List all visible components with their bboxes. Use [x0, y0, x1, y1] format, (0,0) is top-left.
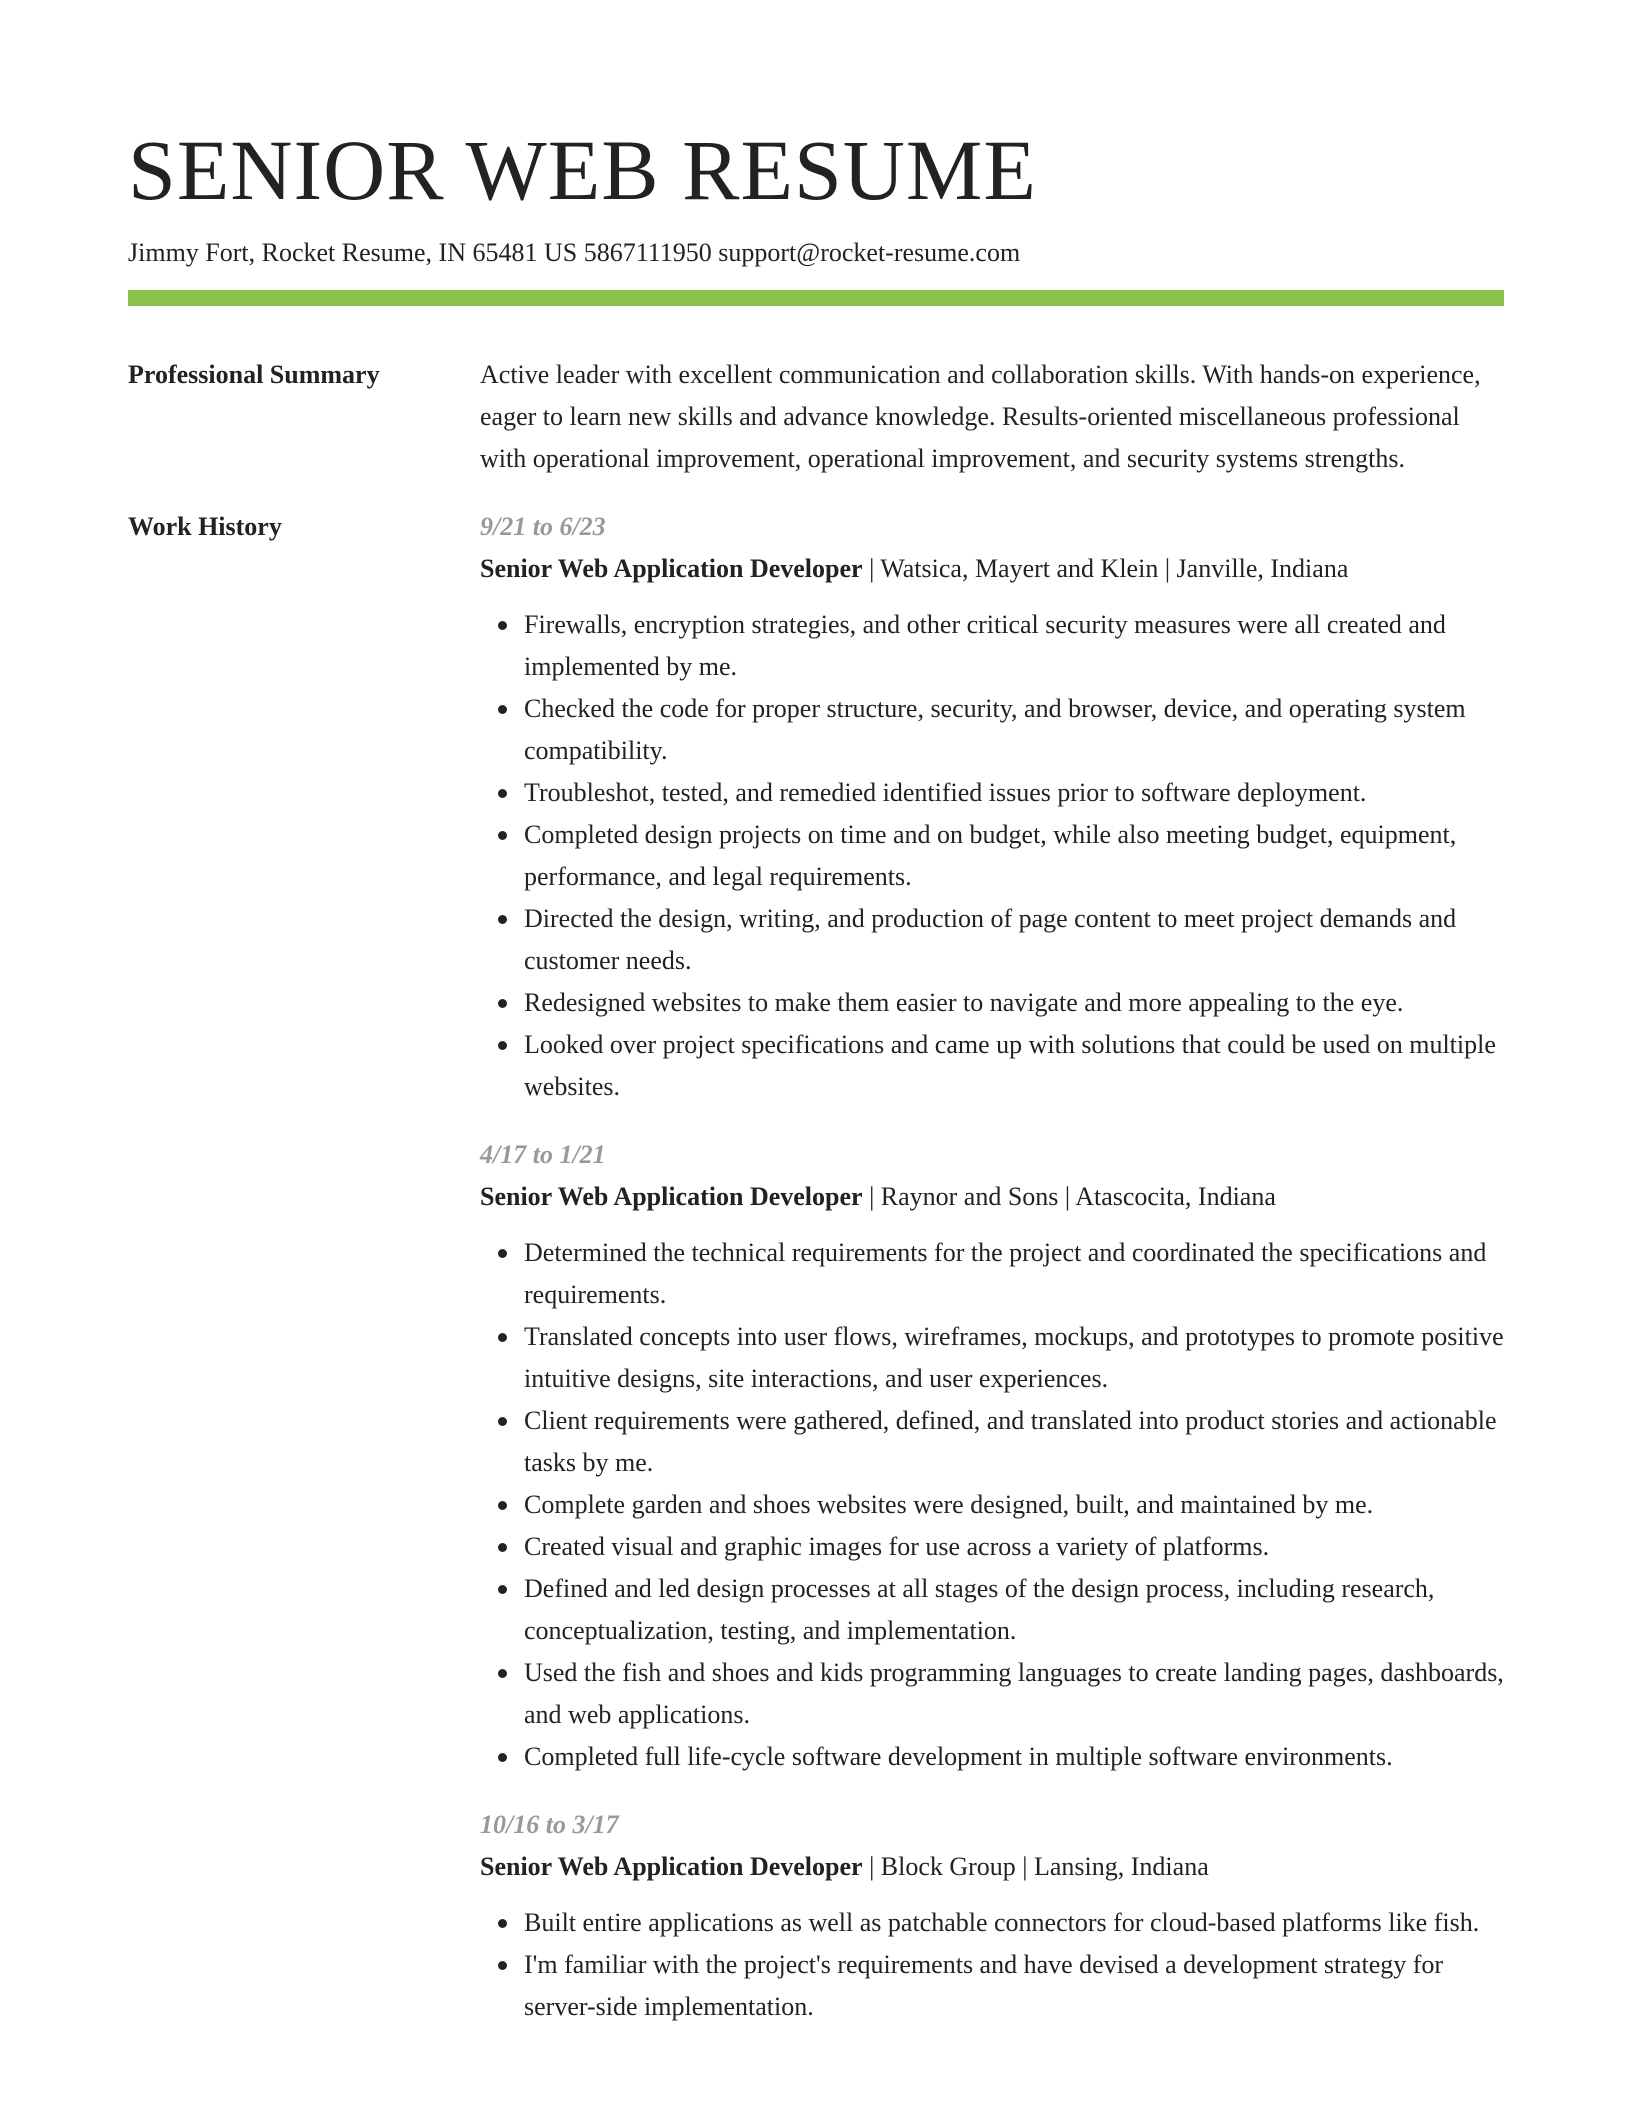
resume-title: SENIOR WEB RESUME [128, 122, 1037, 218]
job-bullet: Troubleshot, tested, and remedied identified issues prior to software deployment. [524, 772, 1504, 814]
job-heading [480, 1846, 1504, 1888]
job-bullet: Looked over project specifications and came up with solutions that could be used on multiple websites. [524, 1024, 1504, 1108]
job-bullets [480, 604, 1504, 1108]
job-bullet: Defined and led design processes at all stages of the design process, including research, conceptualization, testing, and implementation. [524, 1568, 1504, 1652]
job-title: Senior Web Application Developer [480, 1182, 863, 1211]
job-heading [480, 1176, 1504, 1218]
summary-heading: Professional Summary [128, 360, 380, 389]
job-bullet: Checked the code for proper structure, security, and browser, device, and operating system compatibility. [524, 688, 1504, 772]
work-history-heading: Work History [128, 512, 282, 541]
job-details: | Raynor and Sons | Atascocita, Indiana [862, 1182, 1276, 1211]
accent-divider [128, 290, 1504, 306]
job-bullet: Determined the technical requirements for the project and coordinated the specifications and requirements. [524, 1232, 1504, 1316]
job-bullet: Created visual and graphic images for use across a variety of platforms. [524, 1526, 1504, 1568]
job-bullet: Completed full life-cycle software development in multiple software environments. [524, 1736, 1504, 1778]
job-details: | Watsica, Mayert and Klein | Janville, Indiana [862, 554, 1349, 583]
work-history-section [128, 510, 1504, 2058]
job-dates: 10/16 to 3/17 [480, 1810, 619, 1839]
job-bullet: Client requirements were gathered, defined, and translated into product stories and actionable tasks by me. [524, 1400, 1504, 1484]
job-heading [480, 548, 1504, 590]
job-bullet: Directed the design, writing, and production of page content to meet project demands and customer needs. [524, 898, 1504, 982]
summary-section [128, 358, 1504, 480]
work-history-body [480, 510, 1504, 2058]
job-bullet: Firewalls, encryption strategies, and other critical security measures were all created and implemented by me. [524, 604, 1504, 688]
job-entry [480, 506, 1504, 1108]
job-bullets [480, 1232, 1504, 1778]
job-bullet: Used the fish and shoes and kids programming languages to create landing pages, dashboards, and web applications. [524, 1652, 1504, 1736]
job-title: Senior Web Application Developer [480, 1852, 863, 1881]
summary-text: Active leader with excellent communication and collaboration skills. With hands-on experience, eager to learn new skills and advance knowledge. Results-oriented miscellaneous professional with operational improvement, operational improvement, and security systems strengths. [480, 360, 1481, 473]
job-dates: 4/17 to 1/21 [480, 1140, 606, 1169]
job-title: Senior Web Application Developer [480, 554, 863, 583]
job-bullet: I'm familiar with the project's requirements and have devised a development strategy for server-side implementation. [524, 1944, 1504, 2028]
job-dates: 9/21 to 6/23 [480, 512, 606, 541]
job-bullet: Built entire applications as well as patchable connectors for cloud-based platforms like fish. [524, 1902, 1504, 1944]
job-bullet: Translated concepts into user flows, wireframes, mockups, and prototypes to promote positive intuitive designs, site interactions, and user experiences. [524, 1316, 1504, 1400]
resume-page [128, 118, 1504, 2058]
job-bullets [480, 1902, 1504, 2028]
job-entry [480, 1134, 1504, 1778]
job-bullet: Completed design projects on time and on budget, while also meeting budget, equipment, performance, and legal requirements. [524, 814, 1504, 898]
job-details: | Block Group | Lansing, Indiana [862, 1852, 1209, 1881]
job-entry [480, 1804, 1504, 2028]
contact-line: Jimmy Fort, Rocket Resume, IN 65481 US 5867111950 support@rocket-resume.com [128, 238, 1021, 267]
job-bullet: Complete garden and shoes websites were designed, built, and maintained by me. [524, 1484, 1504, 1526]
job-bullet: Redesigned websites to make them easier to navigate and more appealing to the eye. [524, 982, 1504, 1024]
summary-body [480, 358, 1504, 480]
